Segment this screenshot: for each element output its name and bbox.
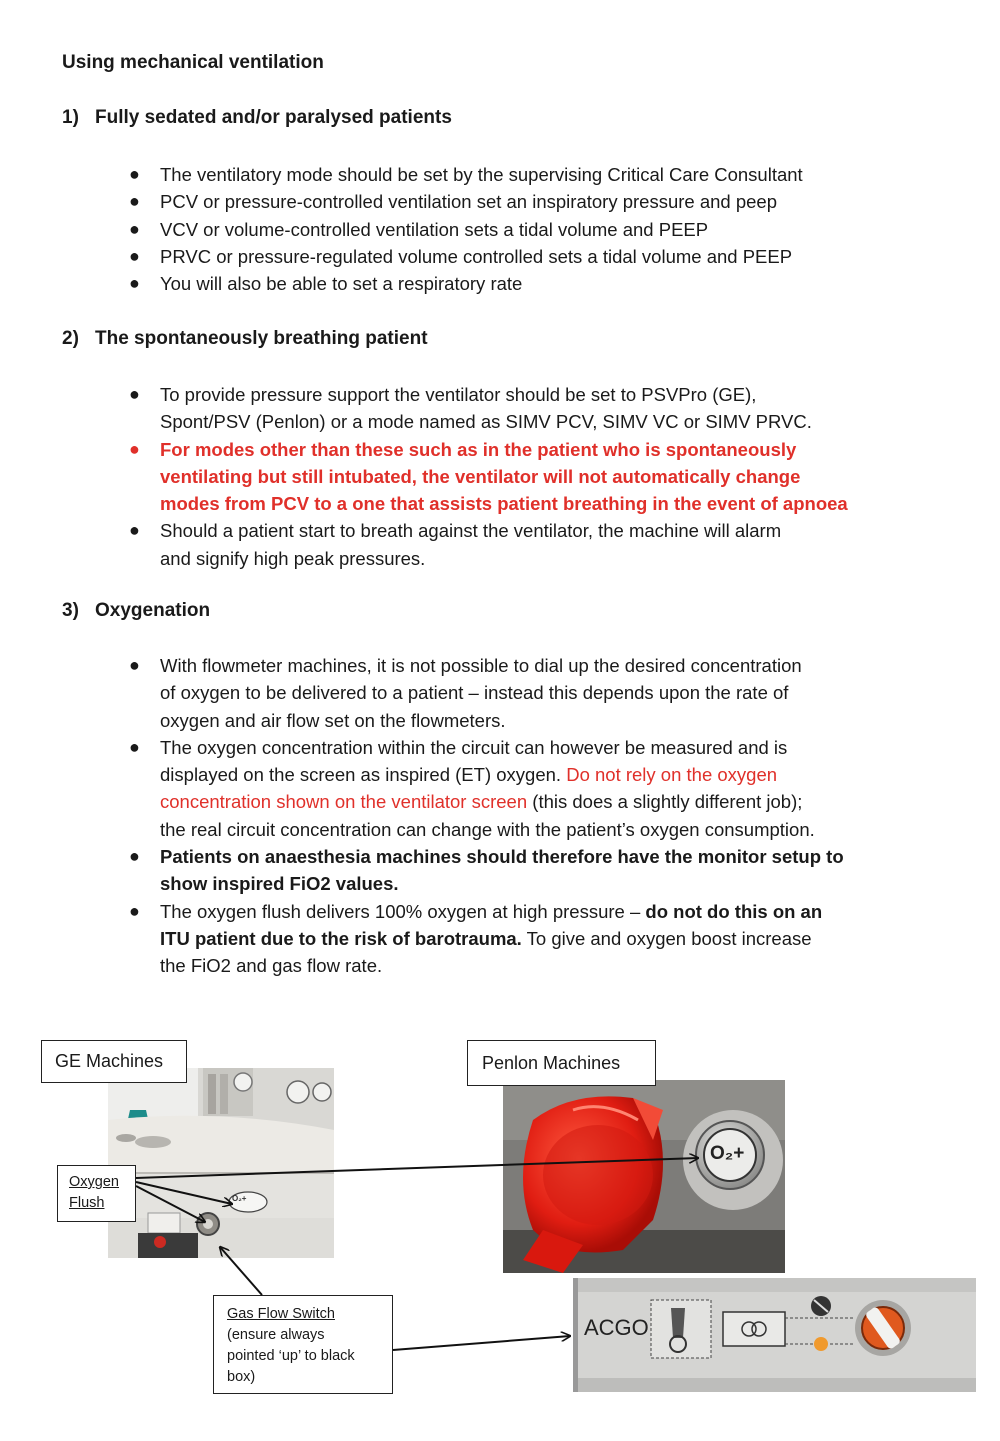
bullet-icon: ●	[129, 384, 140, 404]
list-item: ● Patients on anaesthesia machines should therefore have the monitor setup to show inspired FiO2 values.	[160, 843, 844, 898]
arrow-oxygen-flush-to-penlon	[136, 1158, 698, 1178]
section-3-number: 3)	[62, 600, 79, 621]
section-3-title: Oxygenation	[95, 600, 211, 621]
section-2-title: The spontaneously breathing patient	[95, 328, 428, 349]
penlon-o2-button-label: O₂+	[710, 1143, 745, 1164]
list-item: ● PCV or pressure-controlled ventilation set an inspiratory pressure and peep	[160, 188, 803, 215]
bullet-icon: ●	[129, 273, 140, 294]
warning-text: concentration shown on the ventilator screen	[160, 791, 528, 813]
list-item: ● Should a patient start to breath against the ventilator, the machine will alarm and signify high peak pressures.	[160, 517, 848, 572]
list-item: ● To provide pressure support the ventilator should be set to PSVPro (GE), Spont/PSV (Penlon) or a mode named as SIMV PCV, SIMV VC or SIMV PRVC.	[160, 381, 848, 436]
bullet-icon: ●	[129, 900, 140, 921]
section-1-title: Fully sedated and/or paralysed patients	[95, 107, 452, 128]
oxygen-flush-label-2: Flush	[69, 1195, 105, 1211]
bullet-icon: ●	[129, 846, 140, 867]
ge-o2-button-label: O₂+	[232, 1194, 247, 1203]
section-2-number: 2)	[62, 328, 79, 349]
bullet-icon: ●	[129, 438, 140, 459]
oxygen-flush-label-1: Oxygen	[69, 1174, 119, 1190]
bullet-icon: ●	[129, 164, 140, 184]
list-item: ● With flowmeter machines, it is not possible to dial up the desired concentration of oxygen to be delivered to a patient – instead this depends upon the rate of oxygen and air flow set on the flowmeters.	[160, 652, 844, 734]
arrow-gas-switch-to-ge	[220, 1247, 262, 1295]
list-item: ● PRVC or pressure-regulated volume controlled sets a tidal volume and PEEP	[160, 243, 803, 270]
bullet-icon: ●	[129, 655, 140, 675]
list-item-warning: ● For modes other than these such as in the patient who is spontaneously ventilating but still intubated, the ventilator will not automatically change modes from PCV to a one that assists patient breathing in the event of apnoea	[160, 436, 848, 518]
gas-flow-switch-line-1: (ensure always	[227, 1327, 325, 1343]
gas-flow-switch-line-2: pointed ‘up’ to black	[227, 1348, 355, 1364]
list-item: ● The ventilatory mode should be set by the supervising Critical Care Consultant	[160, 161, 803, 188]
arrow-gas-switch-to-acgo	[393, 1336, 570, 1350]
bullet-icon: ●	[129, 736, 140, 757]
bullet-icon: ●	[129, 218, 140, 239]
bullet-icon: ●	[129, 520, 140, 541]
page-title: Using mechanical ventilation	[62, 52, 324, 73]
ge-machines-label: GE Machines	[55, 1051, 164, 1071]
list-item: ● You will also be able to set a respiratory rate	[160, 270, 803, 297]
penlon-machines-label: Penlon Machines	[482, 1053, 621, 1073]
list-item: ● The oxygen concentration within the circuit can however be measured and is displayed on the screen as inspired (ET) oxygen. Do not rely on the oxygen concentration shown on the ventilator screen (this does a slightly different job); the real circuit concentration can change with the patient’s oxygen consumption.	[160, 734, 844, 843]
acgo-label: ACGO	[584, 1315, 649, 1340]
gas-flow-switch-line-3: box)	[227, 1369, 256, 1385]
gas-flow-switch-title: Gas Flow Switch	[227, 1306, 335, 1322]
bullet-icon: ●	[129, 245, 140, 266]
bullet-icon: ●	[129, 191, 140, 212]
list-item: ● VCV or volume-controlled ventilation sets a tidal volume and PEEP	[160, 216, 803, 243]
arrow-oxygen-flush-to-ge-switch	[136, 1186, 205, 1222]
warning-text: Do not rely on the oxygen	[566, 764, 778, 786]
section-1-number: 1)	[62, 107, 79, 128]
list-item: ● The oxygen flush delivers 100% oxygen at high pressure – do not do this on an ITU patient due to the risk of barotrauma. To give and oxygen boost increase the FiO2 and gas flow rate.	[160, 898, 844, 980]
